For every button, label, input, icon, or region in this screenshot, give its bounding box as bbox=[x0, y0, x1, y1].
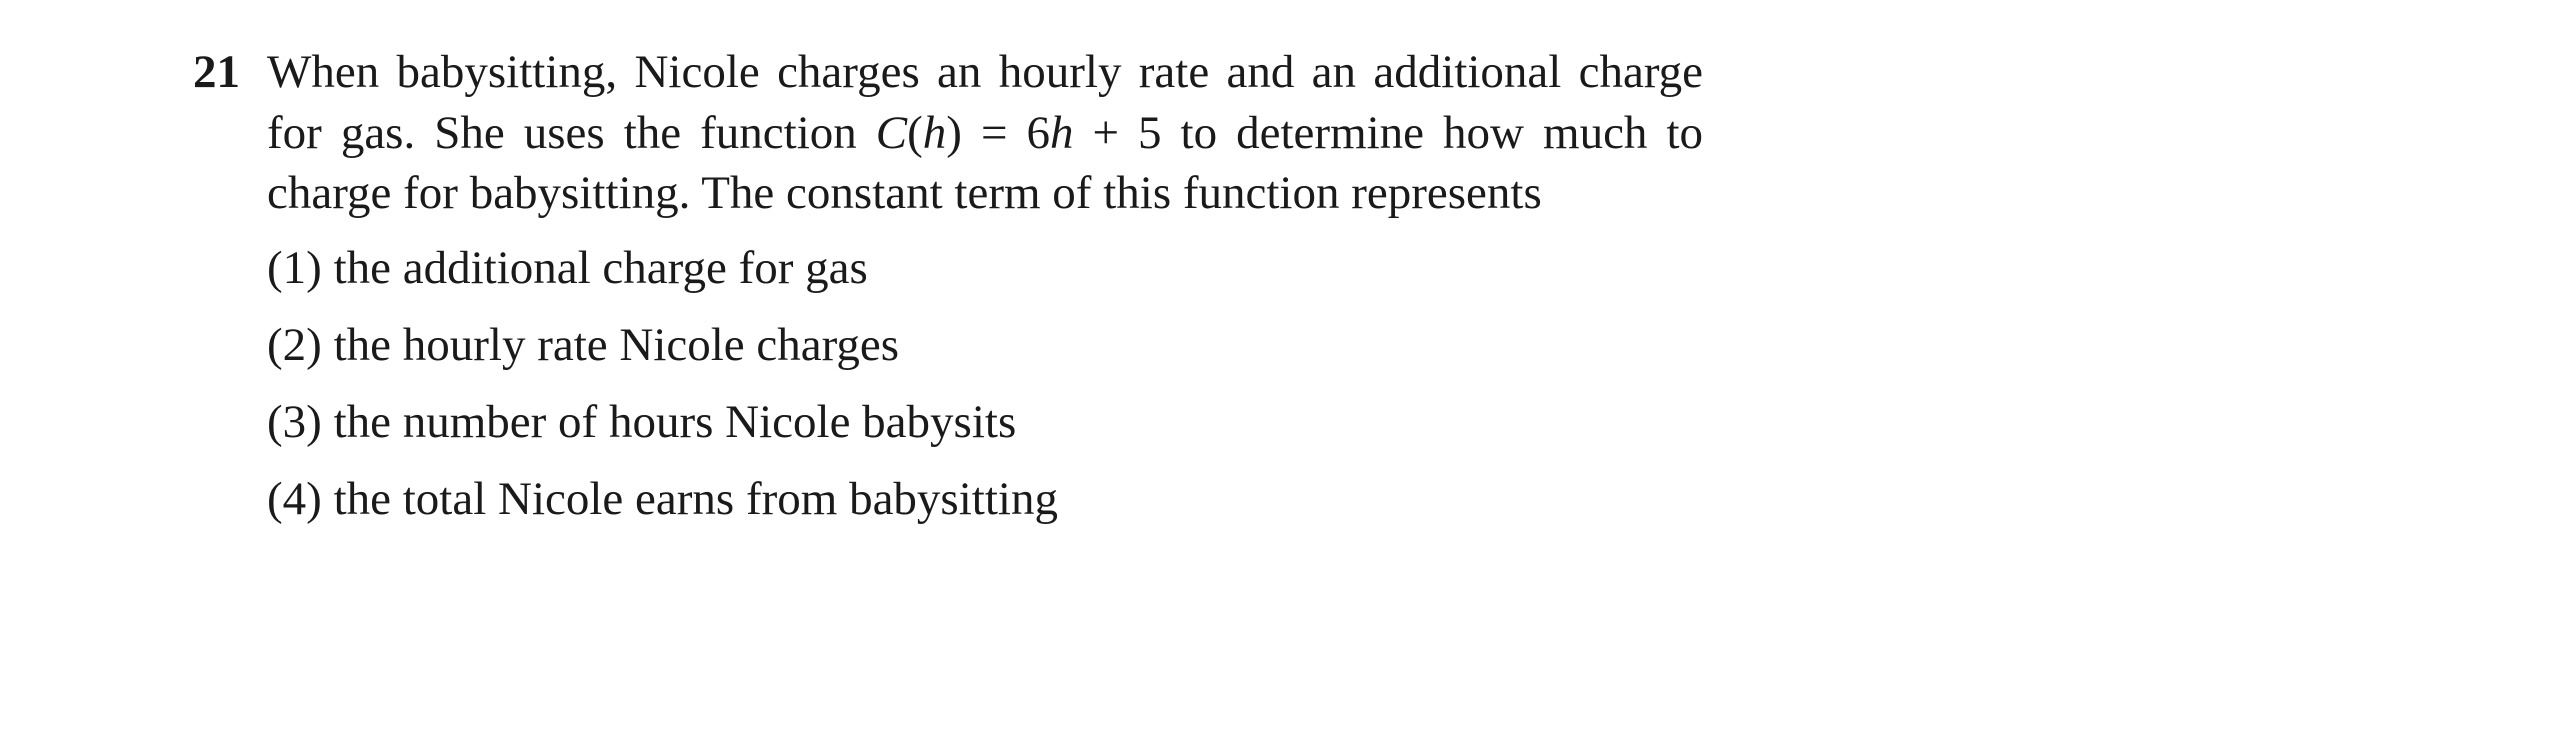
function-open-paren: ( bbox=[907, 106, 923, 159]
choice-text: the additional charge for gas bbox=[333, 241, 868, 294]
question-stem bbox=[267, 42, 1703, 224]
equals-coefficient: = 6 bbox=[961, 106, 1050, 159]
stem-text-2: to determine how much to charge for babysitting. The constant term of this function represents bbox=[267, 106, 1703, 219]
constant-term: + 5 bbox=[1073, 106, 1162, 159]
answer-choices bbox=[267, 238, 1703, 546]
function-variable: h bbox=[922, 106, 947, 159]
choice-1[interactable] bbox=[267, 238, 1703, 315]
function-close-paren: ) bbox=[946, 106, 962, 159]
choice-text: the hourly rate Nicole charges bbox=[333, 318, 900, 371]
choice-4[interactable] bbox=[267, 469, 1703, 546]
choice-3[interactable] bbox=[267, 392, 1703, 469]
choice-label: (3) bbox=[267, 395, 322, 448]
question-21 bbox=[193, 42, 1703, 546]
choice-label: (4) bbox=[267, 472, 322, 525]
stem-text-1: When babysitting, Nicole charges an hourly rate and an additional charge for gas. She uses the function bbox=[267, 46, 1703, 159]
choice-text: the number of hours Nicole babysits bbox=[333, 395, 1017, 448]
choice-label: (1) bbox=[267, 241, 322, 294]
choice-text: the total Nicole earns from babysitting bbox=[333, 472, 1058, 525]
coefficient-variable: h bbox=[1050, 106, 1074, 159]
function-name: C bbox=[875, 106, 908, 159]
question-number: 21 bbox=[193, 46, 240, 98]
choice-2[interactable] bbox=[267, 315, 1703, 392]
choice-label: (2) bbox=[267, 318, 322, 371]
